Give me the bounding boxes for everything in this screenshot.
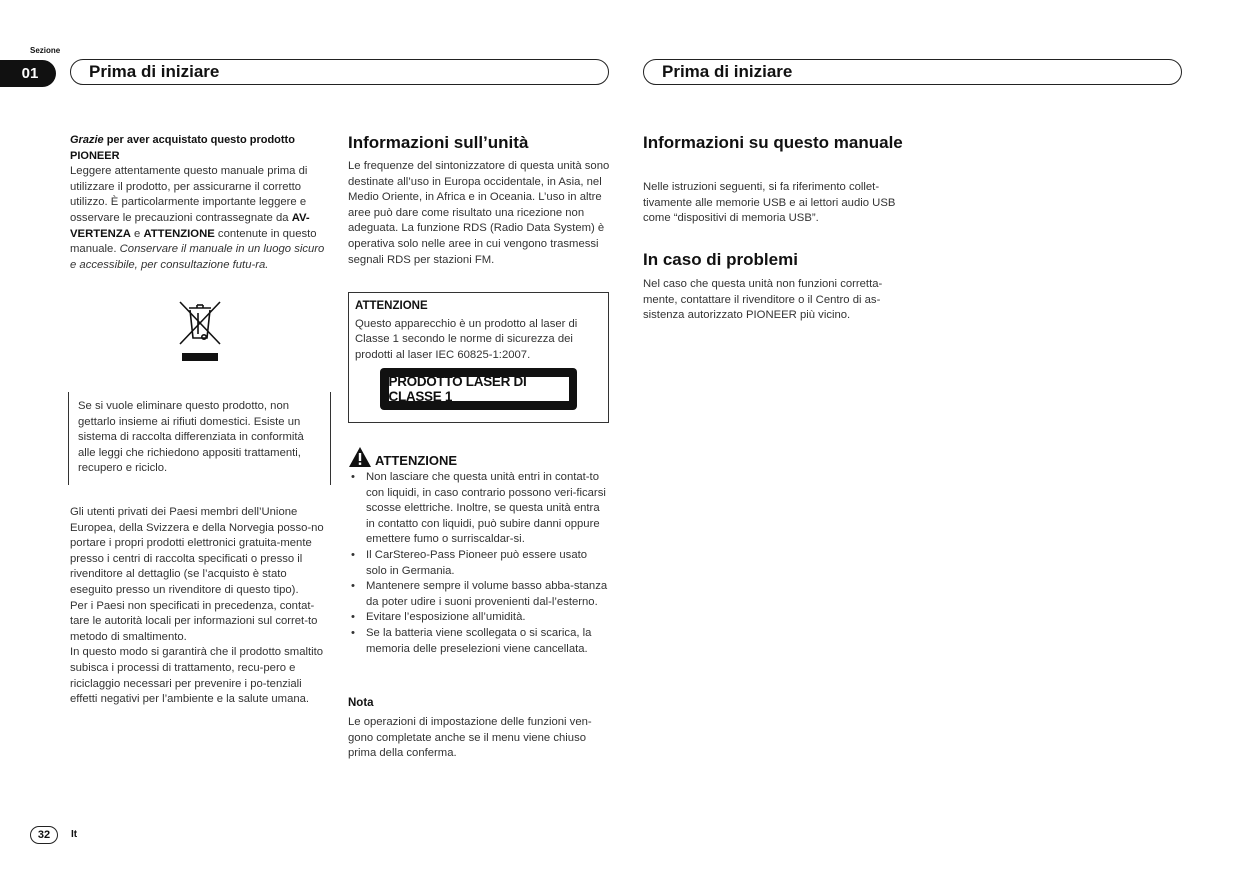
intro-text (70, 133, 332, 273)
disposal-notice-text: Se si vuole eliminare questo prodotto, non gettarlo insieme ai rifiuti domestici. Esiste un sistema di raccolta differenziata in conformità alle leggi che richiedono appositi trattamenti, recupero e riciclo. (78, 400, 304, 475)
section-label: Sezione (30, 46, 61, 55)
note-body: Le operazioni di impostazione delle funzioni ven-gono completate anche se il menu viene chiuso prima della conferma. (348, 716, 592, 760)
language-code: It (71, 829, 78, 840)
weee-bin-icon (178, 300, 222, 362)
laser-warning-text: Questo apparecchio è un prodotto al laser di Classe 1 secondo le norme di sicurezza dei prodotti al laser IEC 60825-1:2007. (355, 317, 578, 361)
unit-info-title: Informazioni sull’unità (348, 133, 529, 152)
laser-class-label (380, 368, 577, 410)
caution-list-container (348, 470, 610, 657)
manual-info-body: Nelle istruzioni seguenti, si fa riferimento collet-tivamente alle memorie USB e ai lettori audio USB come “dispositivi di memoria USB”. (643, 181, 896, 225)
troubleshooting-title: In caso di problemi (643, 250, 798, 269)
eu-paragraph-2: Per i Paesi non specificati in precedenza, contat-tare le autorità locali per informazioni sul corret-to metodo di smaltimento. (70, 599, 318, 643)
caution-title: ATTENZIONE (375, 453, 458, 468)
intro-paragraph: Leggere attentamente questo manuale prima di utilizzare il prodotto, per assicurarne il corretto utilizzo. È particolarmente importante leggere e osservare le precauzioni contrassegnate da AV-VERTENZA e ATTENZIONE contenute in questo manuale. Conservare il manuale in un luogo sicuro e accessibile, per consultazione futu-ra. (70, 165, 325, 271)
left-page-header: Prima di iniziare (70, 59, 609, 85)
caution-item: • Non lasciare che questa unità entri in contat-to con liquidi, in caso contrario possono veri-ficarsi scosse elettriche. Inoltre, se questa unità entra in contatto con liquidi, può subire danni oppure emettere fumo o surriscaldar-si. (348, 470, 610, 548)
manual-info-title: Informazioni su questo manuale (643, 133, 903, 152)
caution-item: • Mantenere sempre il volume basso abba-stanza da poter udire i suoni provenienti dal-l’esterno. (348, 579, 610, 610)
note-title: Nota (348, 697, 374, 709)
troubleshooting-body: Nel caso che questa unità non funzioni corretta-mente, contattare il rivenditore o il Centro di as-sistenza autorizzato PIONEER più vicino. (643, 278, 883, 322)
page-number: 32 (30, 826, 58, 844)
eu-paragraph-1: Gli utenti privati dei Paesi membri dell’Unione Europea, della Svizzera e della Norvegia posso-no portare i propri prodotti elettronici gratuita-mente presso i centri di raccolta specificati o presso il rivenditore al dettaglio (se l’acquisto è stato eseguito presso un rivenditore di questo tipo). (70, 506, 324, 596)
eu-disposal-text (70, 505, 332, 708)
disposal-notice-box (68, 392, 331, 485)
right-page-header: Prima di iniziare (643, 59, 1182, 85)
unit-info-body: Le frequenze del sintonizzatore di questa unità sono destinate all’uso in Europa occidentale, in Asia, nel Medio Oriente, in Africa e in Oceania. L’uso in altre aree può dare come risultato una ricezione non adeguata. La funzione RDS (Radio Data System) è operativa solo nelle aree in cui vengono trasmessi segnali RDS per stazioni FM. (348, 160, 610, 266)
warning-triangle-icon (348, 446, 372, 468)
caution-list (348, 470, 610, 657)
caution-item: • Il CarStereo-Pass Pioneer può essere usato solo in Germania. (348, 548, 610, 579)
caution-item: • Se la batteria viene scollegata o si scarica, la memoria delle preselezioni viene cancellata. (348, 626, 610, 657)
thanks-line: Grazie per aver acquistato questo prodotto PIONEER (70, 134, 295, 162)
caution-item: • Evitare l’esposizione all’umidità. (348, 610, 610, 626)
laser-warning-title: ATTENZIONE (355, 300, 428, 312)
laser-class-label-text: PRODOTTO LASER DI CLASSE 1 (389, 377, 569, 401)
section-number: 01 (0, 60, 56, 87)
eu-paragraph-3: In questo modo si garantirà che il prodotto smaltito subisca i processi di trattamento, recu-pero e riciclaggio necessari per prevenire i po-tenziali effetti negativi per l’ambiente e la salute umana. (70, 646, 324, 706)
